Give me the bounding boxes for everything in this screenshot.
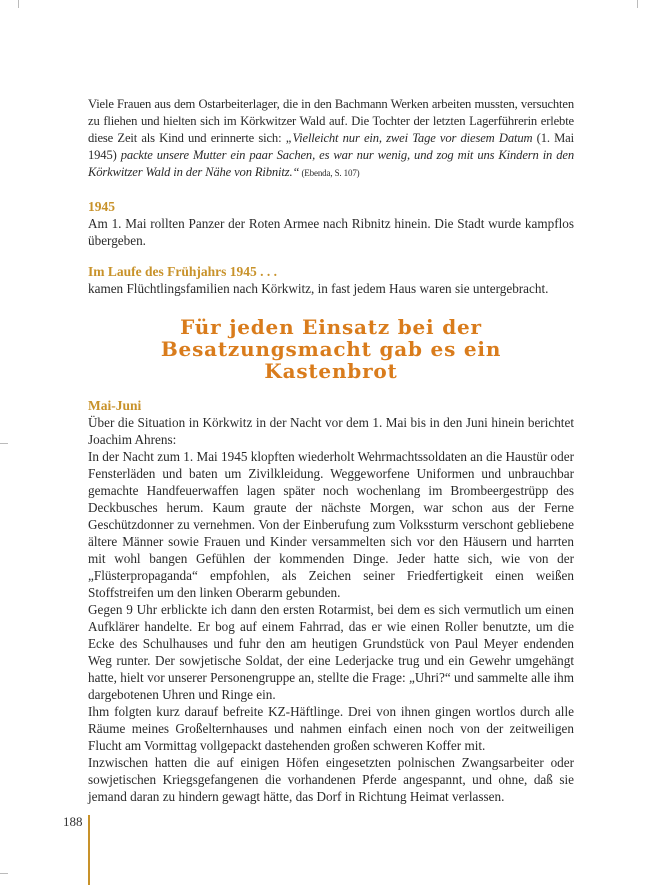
chapter-title-line-2: Besatzungsmacht gab es ein <box>160 337 502 361</box>
section-mai-juni <box>88 397 574 805</box>
body-paragraph: Gegen 9 Uhr erblickte ich dann den ersten Rotarmist, bei dem es sich vermutlich um einen Aufklärer handelte. Er bog auf einem Fahrrad, das er wie einen Roller benutzte, um die Ecke des Schulhauses und fuhr den am heutigen Grundstück von Paul Meyer endenden Weg runter. Der sowjetische Soldat, der eine Lederjacke trug und ein Gewehr umgehängt hatte, hielt vor unserer Personengruppe an, stellte die Frage: „Uhri?“ und sammelte alle ihm dargebotenen Uhren und Ringe ein. <box>88 602 574 702</box>
intro-quote-2: packte unsere Mutter ein paar Sachen, es war nur wenig, und zog mit uns Kindern in den Körkwitzer Wald in der Nähe von Ribnitz.“ <box>88 148 574 179</box>
section-spring-1945 <box>88 263 574 297</box>
page-content <box>88 96 574 805</box>
crop-mark-top-right <box>637 0 638 8</box>
intro-text-1: Viele Frauen aus dem Ostarbeiterlager, die in den Bachmann Werken arbeiten mussten, versuchten zu fliehen und hielten sich im Körkwitzer Wald auf. Die Tochter der letzten Lagerführerin erlebte diese Zeit als Kind und erinnerte sich: <box>88 97 574 145</box>
section-text-1945: Am 1. Mai rollten Panzer der Roten Armee nach Ribnitz hinein. Die Stadt wurde kampflos übergeben. <box>88 216 574 248</box>
body-paragraph: In der Nacht zum 1. Mai 1945 klopften wiederholt Wehrmachtssoldaten an die Haustür oder Fensterläden und baten um Zivilkleidung. Weggeworfene Uniformen und unbrauchbar gemachte Handfeuerwaffen lagen später noch wochenlang im Brombeergestrüpp des Deckbusches herum. Kaum graute der nächste Morgen, war schon aus der Ferne Geschützdonner zu vernehmen. Von der Einberufung zum Volkssturm verschont gebliebene ältere Männer sowie Frauen und Kinder versammelten sich vor den Häusern und harrten mit wohl bangen Gefühlen der kommenden Dinge. Jeder hatte sich, wie von der „Flüsterpropaganda“ empfohlen, als Zeichen seiner Friedfertigkeit einen weißen Stoffstreifen um den linken Oberarm gebunden. <box>88 449 574 600</box>
section-1945 <box>88 198 574 249</box>
intro-text <box>88 96 574 182</box>
intro-paragraph <box>88 96 574 182</box>
crop-mark-top-left <box>18 0 19 8</box>
section-heading-mai-juni: Mai-Juni <box>88 398 142 413</box>
crop-mark-left-middle <box>0 443 8 444</box>
body-paragraph: Ihm folgten kurz darauf befreite KZ-Häftlinge. Drei von ihnen gingen wortlos durch alle Räume meines Großelternhauses und nahmen einfach einen noch von der zeitweiligen Flucht am Vormittag vollgepackt dastehenden großen schweren Koffer mit. <box>88 704 574 753</box>
section-heading-1945: 1945 <box>88 199 115 214</box>
body-paragraph: Über die Situation in Körkwitz in der Nacht vor dem 1. Mai bis in den Juni hinein berichtet Joachim Ahrens: <box>88 415 574 447</box>
section-heading-spring: Im Laufe des Frühjahrs 1945 . . . <box>88 264 278 279</box>
chapter-title-line-1: Für jeden Einsatz bei der <box>180 315 482 339</box>
section-text-spring: kamen Flüchtlingsfamilien nach Körkwitz, in fast jedem Haus waren sie untergebracht. <box>88 281 549 296</box>
page-number: 188 <box>63 814 83 829</box>
chapter-title-line-3: Kastenbrot <box>264 359 398 383</box>
chapter-title <box>88 316 574 382</box>
page-rule <box>88 815 90 885</box>
crop-mark-bottom-left <box>0 873 8 874</box>
intro-quote-1: „Vielleicht nur ein, zwei Tage vor diesem Datum <box>285 131 533 145</box>
body-paragraph: Inzwischen hatten die auf einigen Höfen eingesetzten polnischen Zwangsarbeiter oder sowjetischen Kriegsgefangenen die vorhandenen Pferde angespannt, und ohne, daß sie jemand daran zu hindern gewagt hätte, das Dorf in Richtung Heimat verlassen. <box>88 755 574 804</box>
intro-text-2: (1. Mai 1945) <box>88 131 574 162</box>
intro-source: (Ebenda, S. 107) <box>299 168 360 178</box>
